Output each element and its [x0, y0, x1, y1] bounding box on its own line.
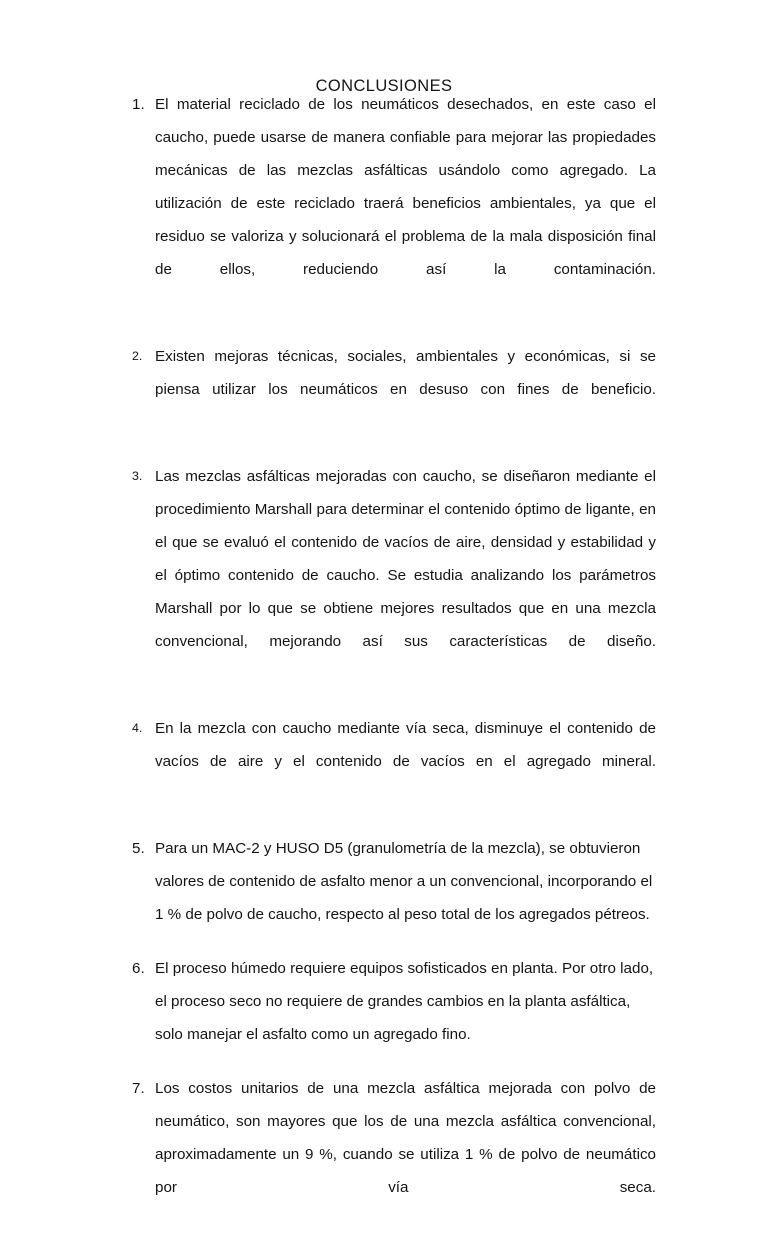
conclusion-item [132, 952, 656, 1051]
conclusion-item-text: El material reciclado de los neumáticos desechados, en este caso el caucho, puede usarse de manera confiable para mejorar las propiedades mecánicas de las mezclas asfálticas usándolo como agregado. La utilización de este reciclado traerá beneficios ambientales, ya que el residuo se valoriza y solucionará el problema de la mala disposición final de ellos, reduciendo así la contaminación. [155, 96, 656, 278]
conclusion-item [132, 832, 656, 931]
page-title: CONCLUSIONES [315, 77, 453, 96]
conclusion-item-number: 3. [132, 469, 143, 483]
conclusion-item-number: 5. [132, 840, 145, 857]
conclusion-item-text: Existen mejoras técnicas, sociales, ambientales y económicas, si se piensa utilizar los neumáticos en desuso con fines de beneficio. [155, 348, 656, 398]
conclusion-item-text: En la mezcla con caucho mediante vía seca, disminuye el contenido de vacíos de aire y el contenido de vacíos en el agregado mineral. [155, 720, 656, 770]
conclusion-item-number: 4. [132, 721, 143, 735]
conclusion-item [132, 340, 656, 439]
conclusion-item-number: 1. [132, 96, 145, 113]
conclusion-item-number: 7. [132, 1080, 145, 1097]
conclusion-item [132, 460, 656, 691]
conclusion-item-number: 2. [132, 349, 143, 363]
conclusion-item [132, 1072, 656, 1237]
conclusion-item-text: Para un MAC-2 y HUSO D5 (granulometría de la mezcla), se obtuvieron valores de contenido de asfalto menor a un convencional, incorporando el 1 % de polvo de caucho, respecto al peso total de los agregados pétreos. [155, 840, 653, 923]
conclusion-item-text: Los costos unitarios de una mezcla asfáltica mejorada con polvo de neumático, son mayores que los de una mezcla asfáltica convencional, aproximadamente un 9 %, cuando se utiliza 1 % de polvo de neumático por vía seca. [155, 1080, 656, 1196]
conclusions-list [132, 88, 656, 1237]
conclusion-item-text: Las mezclas asfálticas mejoradas con caucho, se diseñaron mediante el procedimiento Marshall para determinar el contenido óptimo de ligante, en el que se evaluó el contenido de vacíos de aire, densidad y estabilidad y el óptimo contenido de caucho. Se estudia analizando los parámetros Marshall por lo que se obtiene mejores resultados que en una mezcla convencional, mejorando así sus características de diseño. [155, 468, 656, 650]
conclusion-item [132, 88, 656, 319]
conclusion-item-number: 6. [132, 960, 145, 977]
conclusion-item-text: El proceso húmedo requiere equipos sofisticados en planta. Por otro lado, el proceso seco no requiere de grandes cambios en la planta asfáltica, solo manejar el asfalto como un agregado fino. [155, 960, 654, 1043]
conclusion-item [132, 712, 656, 811]
